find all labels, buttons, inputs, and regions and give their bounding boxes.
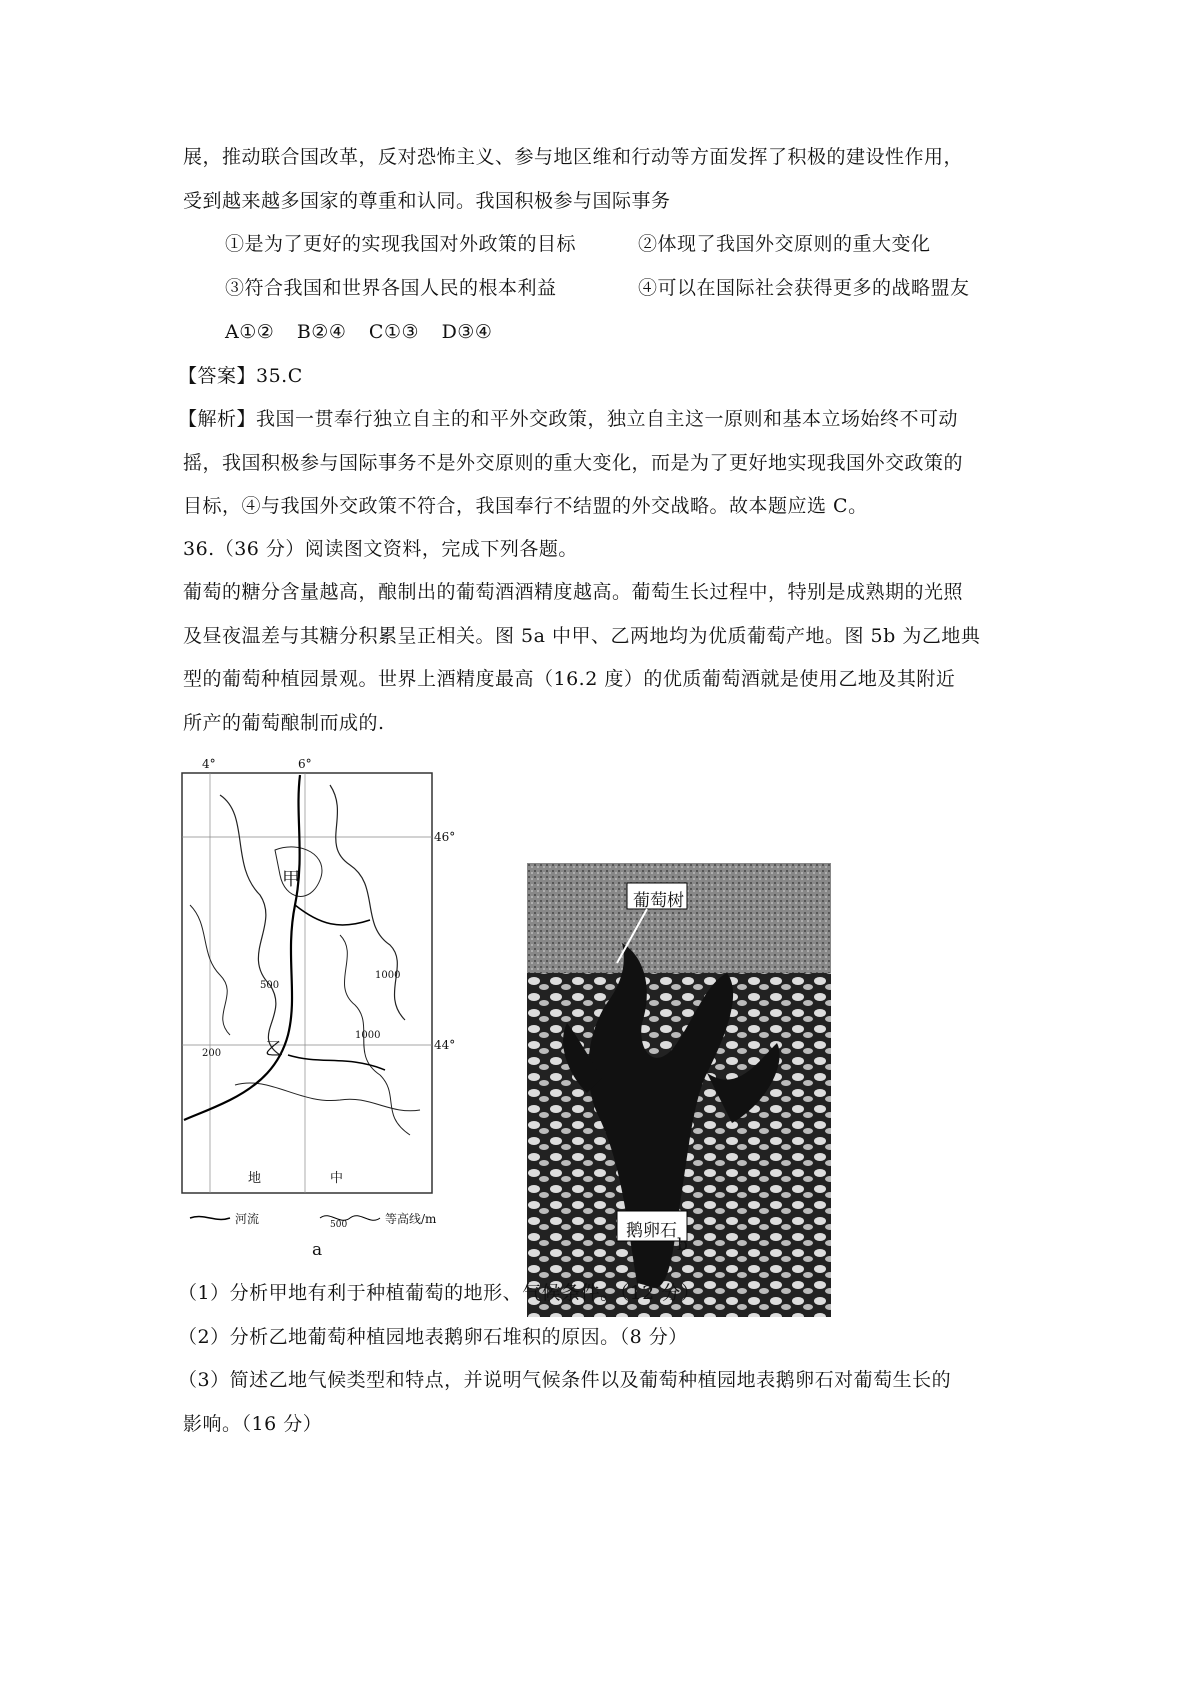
contour-label: 200 xyxy=(202,1048,222,1059)
sub-question-3: （3）简述乙地气候类型和特点，并说明气候条件以及葡萄种植园地表鹅卵石对葡萄生长的 xyxy=(178,1369,952,1391)
legend-river-label: 河流 xyxy=(235,1212,260,1226)
photo-sky xyxy=(527,863,831,973)
longitude-label: 6° xyxy=(298,757,312,771)
answer-options xyxy=(225,318,508,346)
paragraph-line: 受到越来越多国家的尊重和认同。我国积极参与国际事务 xyxy=(183,190,671,212)
question-36-text: 葡萄的糖分含量越高，酿制出的葡萄酒酒精度越高。葡萄生长过程中，特别是成熟期的光照 xyxy=(183,581,964,603)
option-c: C①③ xyxy=(368,321,420,343)
option-d: D③④ xyxy=(441,321,493,343)
legend-contour-value: 500 xyxy=(330,1220,348,1230)
answer-line: 【答案】35.C xyxy=(178,365,303,387)
place-yi: 乙 xyxy=(265,1039,283,1060)
contour-label: 500 xyxy=(260,980,280,991)
statement-1 xyxy=(225,230,576,258)
sea-label: 中 xyxy=(330,1171,344,1186)
analysis-line: 目标，④与我国外交政策不符合，我国奉行不结盟的外交战略。故本题应选 C。 xyxy=(183,495,868,517)
contour-label: 1000 xyxy=(375,970,401,981)
sub-question-2: （2）分析乙地葡萄种植园地表鹅卵石堆积的原因。（8 分） xyxy=(178,1326,688,1348)
sea-label: 地 xyxy=(248,1171,262,1186)
statement-2: ②体现了我国外交原则的重大变化 xyxy=(638,233,931,255)
map-frame xyxy=(182,773,432,1193)
question-36-text: 型的葡萄种植园景观。世界上酒精度最高（16.2 度）的优质葡萄酒就是使用乙地及其附近 xyxy=(183,668,956,690)
contour-label: 1000 xyxy=(355,1030,381,1041)
option-b: B②④ xyxy=(296,321,347,343)
question-36-text: 及昼夜温差与其糖分积累呈正相关。图 5a 中甲、乙两地均为优质葡萄产地。图 5b 为乙地典 xyxy=(183,625,981,647)
sub-question-1: （1）分析甲地有利于种植葡萄的地形、气候条件。（12 分） xyxy=(178,1282,701,1304)
question-36-heading: 36.（36 分）阅读图文资料，完成下列各题。 xyxy=(183,538,578,560)
longitude-label: 4° xyxy=(202,757,216,771)
latitude-label: 46° xyxy=(434,830,456,844)
option-a: A①② xyxy=(225,321,275,343)
legend-contour-label: 等高线/m xyxy=(385,1212,437,1226)
question-36-text: 所产的葡萄酿制而成的. xyxy=(183,712,385,734)
figure-a-caption: a xyxy=(312,1240,323,1260)
map-drawing xyxy=(180,755,440,1235)
figure-5a-map xyxy=(180,755,456,1235)
place-jia: 甲 xyxy=(282,869,300,890)
photo-label-vine: 葡萄树 xyxy=(633,891,684,911)
sub-question-3-cont: 影响。（16 分） xyxy=(183,1413,323,1435)
legend-river-symbol xyxy=(190,1217,230,1220)
latitude-label: 44° xyxy=(434,1038,456,1052)
analysis-line: 摇，我国积极参与国际事务不是外交原则的重大变化，而是为了更好地实现我国外交政策的 xyxy=(183,452,964,474)
legend-contour-symbol xyxy=(320,1216,380,1221)
statement-1-text: ①是为了更好的实现我国对外政策的目标 xyxy=(225,233,577,255)
figure-b-caption: b xyxy=(677,1235,688,1255)
statement-4: ④可以在国际社会获得更多的战略盟友 xyxy=(638,277,970,299)
paragraph-line: 展，推动联合国改革，反对恐怖主义、参与地区维和行动等方面发挥了积极的建设性作用， xyxy=(183,146,964,168)
photo-label-stone: 鹅卵石 xyxy=(626,1221,677,1241)
analysis-line: 【解析】我国一贯奉行独立自主的和平外交政策，独立自主这一原则和基本立场始终不可动 xyxy=(178,408,959,430)
statement-3: ③符合我国和世界各国人民的根本利益 xyxy=(225,277,557,299)
